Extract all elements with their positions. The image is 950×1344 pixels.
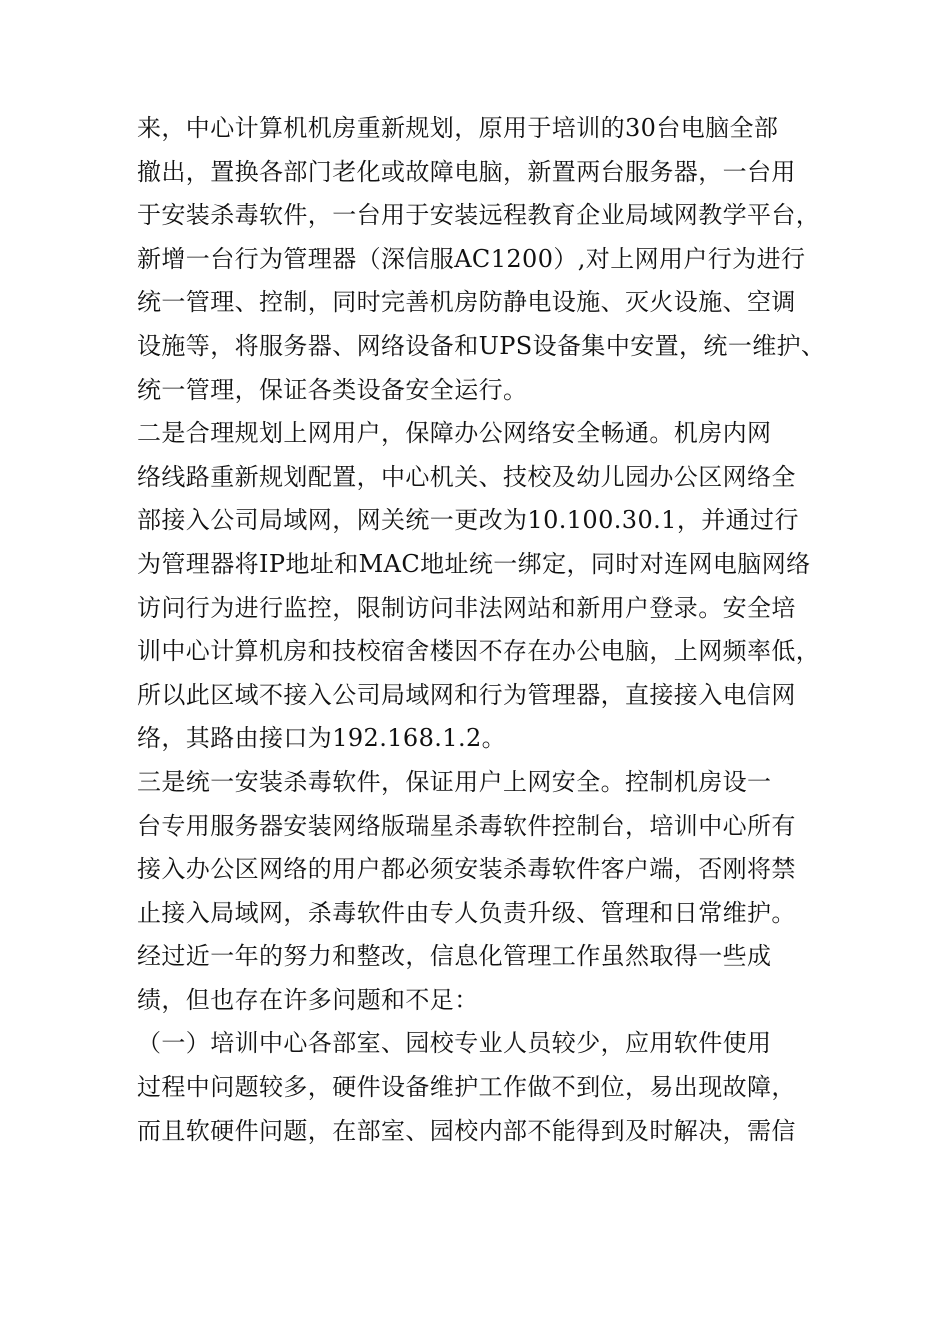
- text-line: 经过近一年的努力和整改，信息化管理工作虽然取得一些成: [137, 942, 772, 971]
- text-line: 统一管理，保证各类设备安全运行。: [137, 375, 528, 404]
- text-line: 训中心计算机房和技校宿舍楼因不存在办公电脑，上网频率低，: [137, 637, 821, 666]
- text-line: 新增一台行为管理器（深信服AC1200）,对上网用户行为进行: [137, 244, 806, 273]
- text-line: （一）培训中心各部室、园校专业人员较少，应用软件使用: [137, 1029, 772, 1058]
- text-line: 接入办公区网络的用户都必须安装杀毒软件客户端，否刚将禁: [137, 855, 796, 884]
- text-line: 统一管理、控制，同时完善机房防静电设施、灭火设施、空调: [137, 288, 796, 317]
- text-line: 撤出，置换各部门老化或故障电脑，新置两台服务器，一台用: [137, 157, 796, 186]
- text-line: 络线路重新规划配置，中心机关、技校及幼儿园办公区网络全: [137, 462, 796, 491]
- text-line: 过程中问题较多，硬件设备维护工作做不到位，易出现故障，: [137, 1073, 796, 1102]
- text-line: 为管理器将IP地址和MAC地址统一绑定，同时对连网电脑网络: [137, 549, 811, 578]
- text-line: 部接入公司局域网，网关统一更改为10.100.30.1，并通过行: [137, 506, 799, 535]
- text-line: 绩，但也存在许多问题和不足：: [137, 985, 479, 1014]
- text-line: 三是统一安装杀毒软件，保证用户上网安全。控制机房设一: [137, 767, 772, 796]
- text-line: 二是合理规划上网用户，保障办公网络安全畅通。机房内网: [137, 419, 772, 448]
- text-line: 所以此区域不接入公司局域网和行为管理器，直接接入电信网: [137, 680, 796, 709]
- text-line: 络，其路由接口为192.168.1.2。: [137, 724, 507, 753]
- text-line: 止接入局域网，杀毒软件由专人负责升级、管理和日常维护。: [137, 898, 796, 927]
- text-line: 而且软硬件问题，在部室、园校内部不能得到及时解决，需信: [137, 1116, 796, 1145]
- text-line: 台专用服务器安装网络版瑞星杀毒软件控制台，培训中心所有: [137, 811, 796, 840]
- document-body: [137, 107, 837, 1153]
- text-line: 于安装杀毒软件，一台用于安装远程教育企业局域网教学平台，: [137, 201, 821, 230]
- text-line: 访问行为进行监控，限制访问非法网站和新用户登录。安全培: [137, 593, 796, 622]
- text-line: 设施等，将服务器、网络设备和UPS设备集中安置，统一维护、: [137, 331, 826, 360]
- text-line: 来，中心计算机机房重新规划，原用于培训的30台电脑全部: [137, 114, 779, 142]
